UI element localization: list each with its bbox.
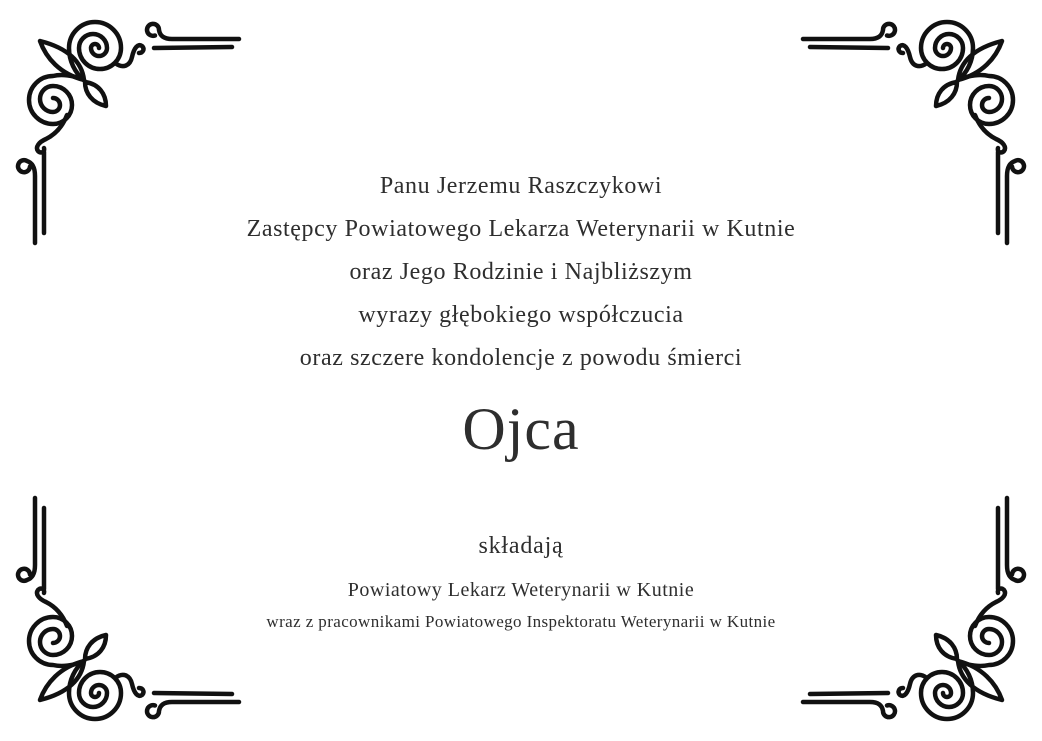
condolence-line-family: oraz Jego Rodzinie i Najbliższym xyxy=(349,259,693,285)
deceased-name: Ojca xyxy=(462,396,580,462)
signatory-primary: Powiatowy Lekarz Weterynarii w Kutnie xyxy=(347,579,695,601)
condolence-line-addressee: Panu Jerzemu Raszczykowi xyxy=(379,173,663,199)
condolence-line-reason: oraz szczere kondolencje z powodu śmierci xyxy=(299,345,743,371)
condolence-line-sympathy: wyrazy głębokiego współczucia xyxy=(358,302,684,328)
condolence-line-title: Zastępcy Powiatowego Lekarza Weterynarii w Kutnie xyxy=(246,216,796,242)
signatory-secondary: wraz z pracownikami Powiatowego Inspektoratu Weterynarii w Kutnie xyxy=(266,612,776,631)
corner-flourish-top-left xyxy=(2,0,242,250)
corner-flourish-top-right xyxy=(800,0,1040,250)
closing-word: składają xyxy=(478,533,564,559)
